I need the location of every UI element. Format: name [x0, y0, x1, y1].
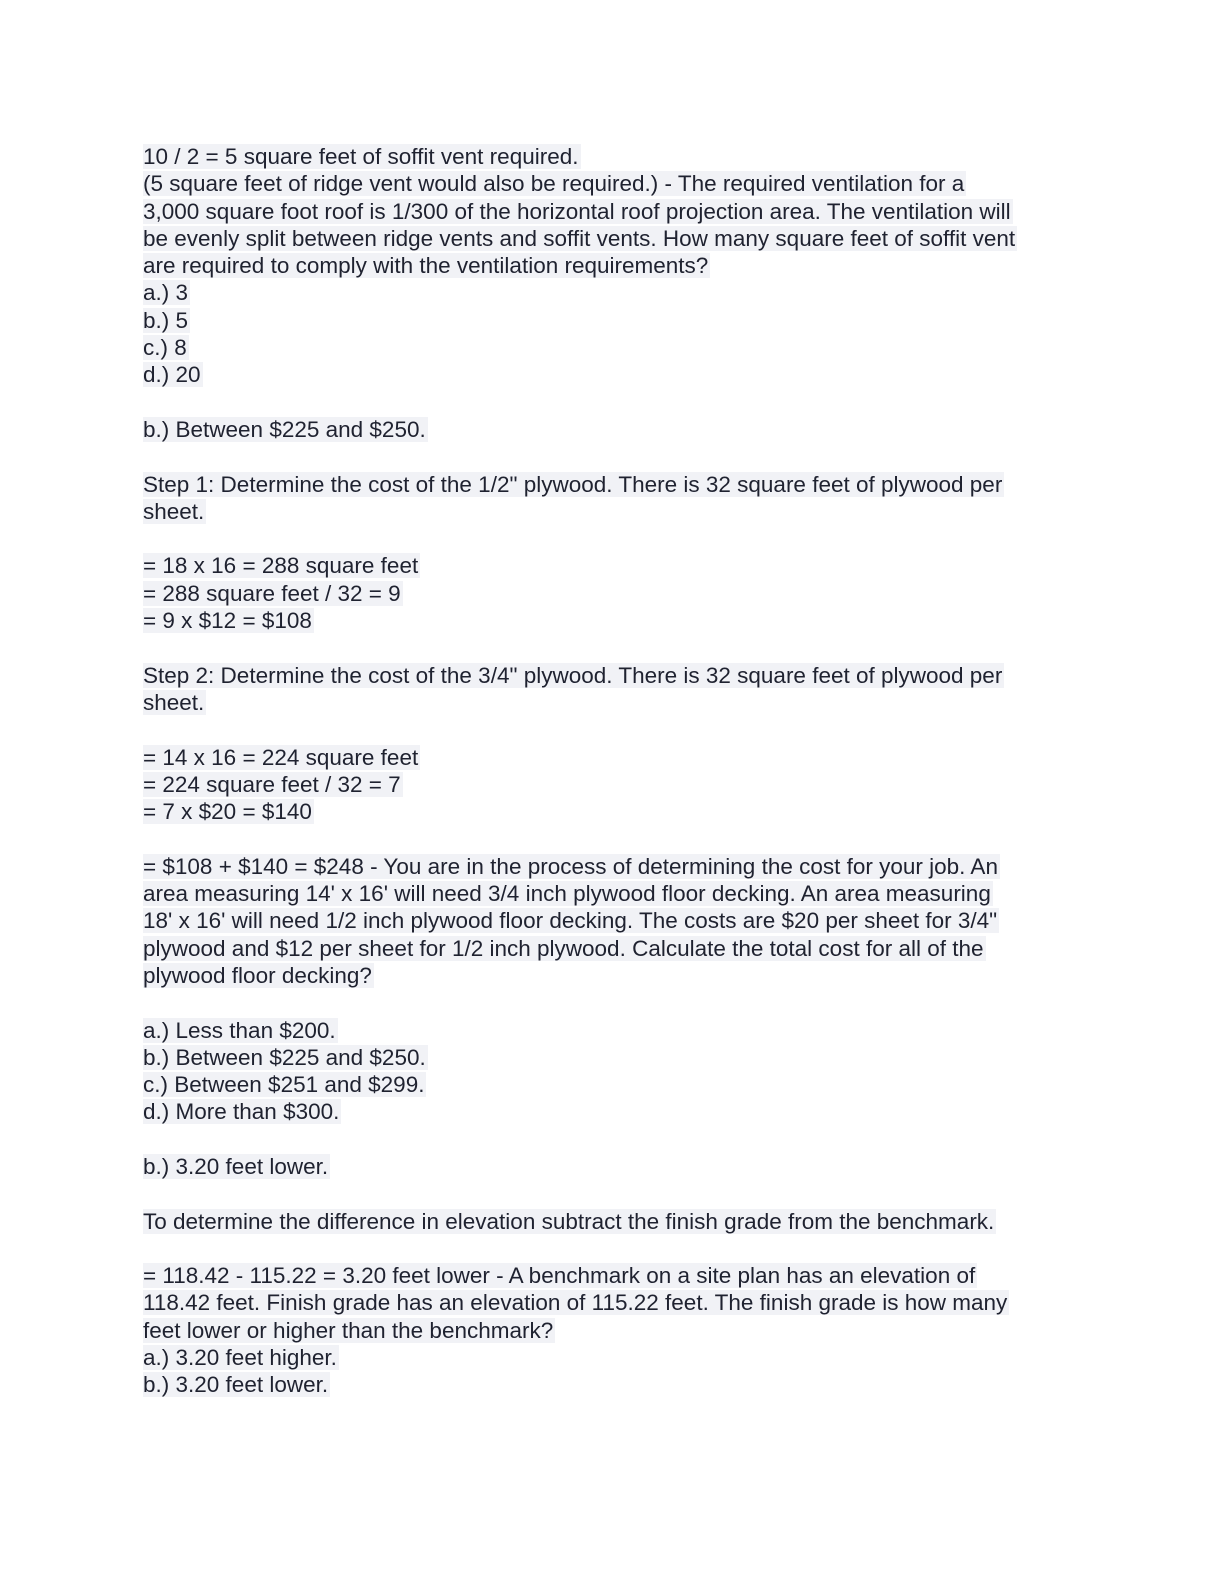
text-line — [143, 798, 1083, 825]
line-text: Step 2: Determine the cost of the 3/4" plywood. There is 32 square feet of plywood per — [143, 662, 1003, 688]
line-text: b.) 3.20 feet lower. — [143, 1372, 329, 1398]
text-line — [143, 498, 1083, 525]
line-text: a.) 3.20 feet higher. — [143, 1345, 337, 1371]
line-text: plywood floor decking? — [143, 962, 372, 988]
text-line — [143, 1371, 1083, 1398]
line-text: = 118.42 - 115.22 = 3.20 feet lower - A benchmark on a site plan has an elevation of — [143, 1263, 976, 1289]
text-line — [143, 279, 1083, 306]
text-line — [143, 1289, 1083, 1316]
line-text: = 9 x $12 = $108 — [143, 608, 312, 634]
line-text: = 288 square feet / 32 = 9 — [143, 580, 401, 606]
blank-line — [143, 525, 1083, 552]
text-line — [143, 170, 1083, 197]
line-text: area measuring 14' x 16' will need 3/4 inch plywood floor decking. An area measuring — [143, 881, 991, 907]
line-text: sheet. — [143, 689, 205, 715]
line-text: = 14 x 16 = 224 square feet — [143, 744, 419, 770]
blank-line — [143, 634, 1083, 661]
text-line — [143, 416, 1083, 443]
text-line — [143, 607, 1083, 634]
line-text: c.) 8 — [143, 335, 187, 361]
text-line — [143, 689, 1083, 716]
text-line — [143, 962, 1083, 989]
line-text: 3,000 square foot roof is 1/300 of the horizontal roof projection area. The ventilation will — [143, 198, 1011, 224]
line-text: a.) Less than $200. — [143, 1017, 336, 1043]
text-line — [143, 1098, 1083, 1125]
blank-line — [143, 716, 1083, 743]
line-text: = 224 square feet / 32 = 7 — [143, 771, 401, 797]
text-line — [143, 853, 1083, 880]
line-text: (5 square feet of ridge vent would also be required.) - The required ventilation for a — [143, 171, 965, 197]
line-text: plywood and $12 per sheet for 1/2 inch plywood. Calculate the total cost for all of the — [143, 935, 984, 961]
text-line — [143, 1262, 1083, 1289]
line-text: b.) 3.20 feet lower. — [143, 1153, 329, 1179]
line-text: 10 / 2 = 5 square feet of soffit vent required. — [143, 144, 579, 169]
text-line — [143, 935, 1083, 962]
line-text: b.) 5 — [143, 307, 189, 333]
text-line — [143, 1044, 1083, 1071]
text-line — [143, 1017, 1083, 1044]
text-line — [143, 552, 1083, 579]
line-text: feet lower or higher than the benchmark? — [143, 1317, 554, 1343]
text-line — [143, 580, 1083, 607]
text-line — [143, 1153, 1083, 1180]
line-text: 18' x 16' will need 1/2 inch plywood floor decking. The costs are $20 per sheet for 3/4" — [143, 908, 998, 934]
text-line — [143, 662, 1083, 689]
text-line — [143, 307, 1083, 334]
line-text: c.) Between $251 and $299. — [143, 1072, 425, 1098]
line-text: a.) 3 — [143, 280, 189, 306]
line-text: d.) More than $300. — [143, 1099, 340, 1125]
text-line — [143, 225, 1083, 252]
text-line — [143, 1317, 1083, 1344]
blank-line — [143, 1235, 1083, 1262]
text-line — [143, 1071, 1083, 1098]
line-text: = 18 x 16 = 288 square feet — [143, 553, 419, 579]
text-line — [143, 880, 1083, 907]
text-line — [143, 1344, 1083, 1371]
line-text: are required to comply with the ventilation requirements? — [143, 253, 709, 279]
line-text: b.) Between $225 and $250. — [143, 416, 426, 442]
line-text: 118.42 feet. Finish grade has an elevation of 115.22 feet. The finish grade is how many — [143, 1290, 1008, 1316]
line-text: sheet. — [143, 498, 205, 524]
text-line — [143, 252, 1083, 279]
document-body — [143, 143, 1083, 1399]
line-text: d.) 20 — [143, 362, 201, 388]
text-line — [143, 334, 1083, 361]
text-line — [143, 1208, 1083, 1235]
blank-line — [143, 1180, 1083, 1207]
text-line — [143, 198, 1083, 225]
text-line — [143, 471, 1083, 498]
line-text: b.) Between $225 and $250. — [143, 1044, 426, 1070]
blank-line — [143, 389, 1083, 416]
text-line — [143, 361, 1083, 388]
text-line — [143, 143, 1083, 170]
line-text: To determine the difference in elevation subtract the finish grade from the benchmark. — [143, 1208, 995, 1234]
text-line — [143, 771, 1083, 798]
line-text: Step 1: Determine the cost of the 1/2" plywood. There is 32 square feet of plywood per — [143, 471, 1003, 497]
blank-line — [143, 443, 1083, 470]
line-text: be evenly split between ridge vents and soffit vents. How many square feet of soffit vent — [143, 225, 1016, 251]
line-text: = 7 x $20 = $140 — [143, 799, 312, 825]
text-line — [143, 744, 1083, 771]
blank-line — [143, 825, 1083, 852]
blank-line — [143, 989, 1083, 1016]
blank-line — [143, 1126, 1083, 1153]
text-line — [143, 907, 1083, 934]
line-text: = $108 + $140 = $248 - You are in the process of determining the cost for your job. An — [143, 853, 998, 879]
